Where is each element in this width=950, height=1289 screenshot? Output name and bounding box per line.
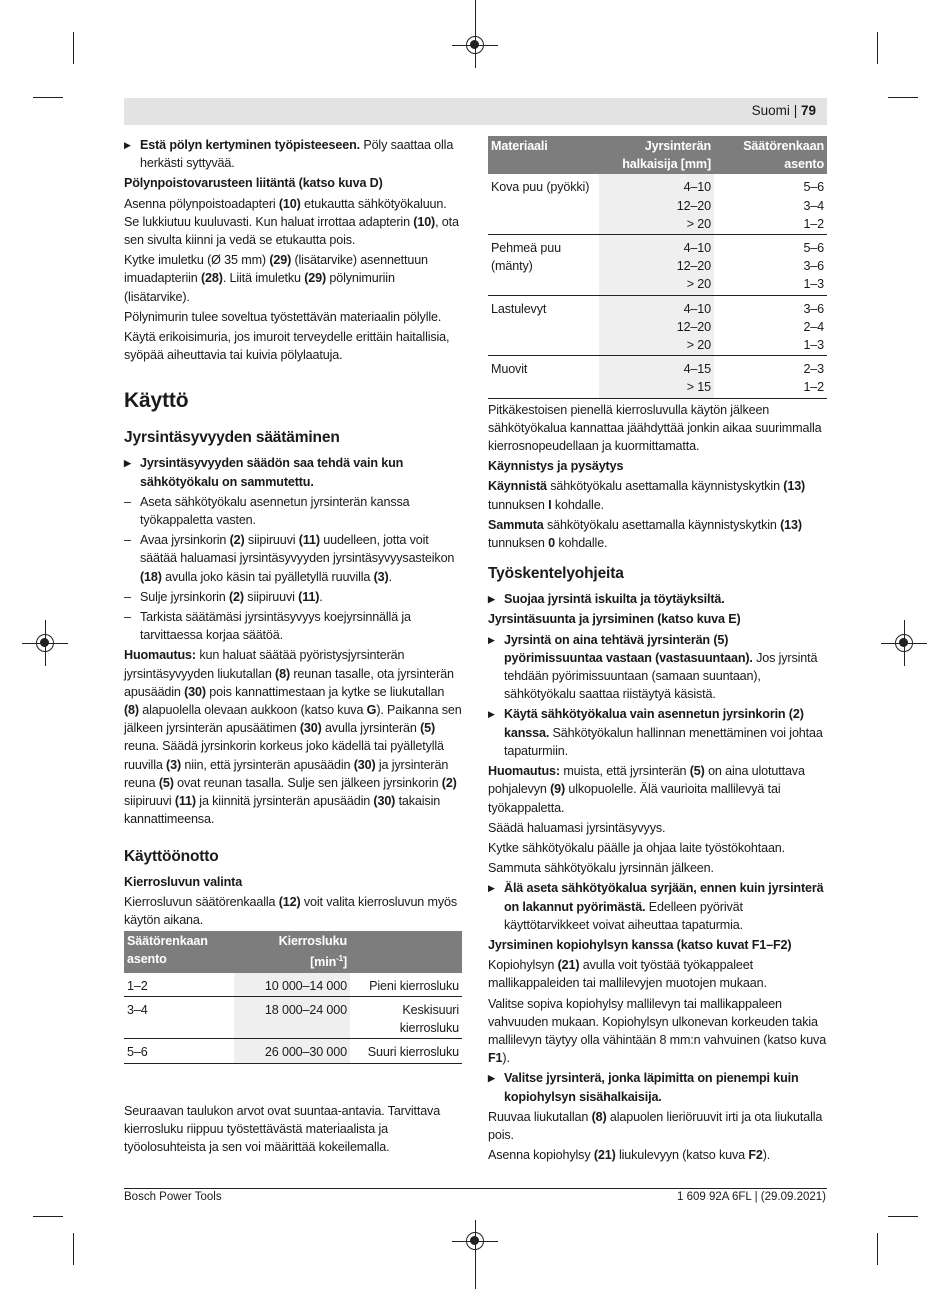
table-cell: 4–15 > 15 [599,356,714,398]
header-separator: | [793,103,798,118]
paragraph: Pölynimurin tulee soveltua työstettävän materiaalin pölylle. [124,309,442,324]
paragraph: Pitkäkestoisen pienellä kierrosluvulla käytön jälkeen sähkötyökalua kannattaa jäähdyttää jonkin aikaa suurimmalla kierrosnopeudellaan ja kuormittamatta. [488,402,822,454]
paragraph: Kierrosluvun säätörenkaalla (12) voit valita kierrosluvun myös käytön aikana. [124,894,457,927]
table-cell: 2–3 1–2 [714,356,827,398]
table-header-cell: Jyrsinterän halkaisija [mm] [599,136,714,174]
speed-heading: Kierrosluvun valinta [124,874,243,889]
paragraph: Käytä erikoisimuria, jos imuroit terveydelle erittäin haitallisia, syöpää aiheuttavia tai kuivia pölylaatuja. [124,330,450,363]
table-cell: Muovit [488,356,599,398]
table-header-cell: Säätörenkaan asento [714,136,827,174]
table-header-cell: Säätörenkaan asento [124,931,234,973]
table-header-cell [350,931,462,973]
onoff-heading: Käynnistys ja pysäytys [488,459,624,474]
page-number: 79 [800,103,816,118]
table-cell: 3–6 2–4 1–3 [714,295,827,356]
paragraph: Seuraavan taulukon arvot ovat suuntaa-antavia. Tarvittava kierrosluku riippuu työstettävästä materiaalista ja työolosuhteista ja sen voi määrittää kokeilemalla. [124,1103,441,1154]
registration-line [475,0,476,68]
table-header-cell: Kierrosluku $[\min^{-1}]$ [234,931,350,973]
right-column [488,136,827,1166]
table-row [488,174,827,234]
registration-mark-icon [36,634,54,652]
table-cell: 5–6 3–4 1–2 [714,174,827,234]
crop-mark [877,1233,878,1265]
subsection-heading-work: Työskentelyohjeita [488,565,624,583]
direction-bullet: ▶ Älä aseta sähkötyökalua syrjään, ennen kuin jyrsinterä on lakannut pyörimästä. Edelleen pyörivät käyttötarvikkeet voivat aiheuttaa tapaturmia. [488,879,827,934]
copy-bullet: ▶ Valitse jyrsinterä, jonka läpimitta on pienempi kuin kopiohylsyn sisähalkaisija. [488,1069,827,1105]
table-cell: 4–10 12–20 > 20 [599,174,714,234]
left-column [124,136,462,1158]
direction-bullet: ▶ Käytä sähkötyökalua vain asennetun jyrsinkorin (2) kanssa. Sähkötyökalun hallinnan menettäminen voi johtaa tapaturmiin. [488,705,827,760]
registration-mark-icon [895,634,913,652]
table-row [488,295,827,356]
paragraph: Sammuta sähkötyökalu jyrsinnän jälkeen. [488,861,714,876]
table-cell: 5–6 3–6 1–3 [714,235,827,296]
work-bullet: ▶ Suojaa jyrsintä iskuilta ja töytäyksiltä. [488,590,827,608]
crop-mark [888,97,918,98]
table-row [124,973,462,997]
section-heading-use: Käyttö [124,389,189,413]
crop-mark [877,32,878,64]
footer-right: 1 609 92A 6FL | (29.09.2021) [677,1191,826,1203]
table-cell: 26 000–30 000 [234,1039,350,1063]
table-cell: Lastulevyt [488,295,599,356]
paragraph: Kytke imuletku (Ø 35 mm) (29) (lisätarvike) asennettuun imuadapteriin (28). Liitä imuletku (29) pölynimuriin (lisätarvike). [124,253,428,304]
table-header-row [488,136,827,174]
table-header-row [124,931,462,973]
page-header [752,103,816,118]
subsection-heading-depth: Jyrsintäsyvyyden säätäminen [124,429,340,447]
material-table [488,136,827,399]
note-paragraph: Huomautus: muista, että jyrsinterän (5) on aina ulotuttava pohjalevyn (9) ulkopuolelle. Älä vaurioita mallilevyä tai työkappaletta. [488,764,805,815]
step-item: – Aseta sähkötyökalu asennetun jyrsinterän kanssa työkappaletta vasten. [124,493,462,529]
table-cell: 4–10 12–20 > 20 [599,235,714,296]
paragraph: Säädä haluamasi jyrsintäsyvyys. [488,820,666,835]
crop-mark [33,1216,63,1217]
paragraph: Kopiohylsyn (21) avulla voit työstää työkappaleet mallikappaleiden tai mallilevyjen muotojen mukaan. [488,958,767,991]
direction-heading: Jyrsintäsuunta ja jyrsiminen (katso kuva E) [488,612,741,627]
table-row [488,356,827,398]
table-cell: 10 000–14 000 [234,973,350,997]
table-header-cell: Materiaali [488,136,599,174]
depth-bullet: ▶ Jyrsintäsyvyyden säädön saa tehdä vain kun sähkötyökalu on sammutettu. [124,454,462,490]
table-cell: 3–4 [124,996,234,1038]
table-cell: Kova puu (pyökki) [488,174,599,234]
header-band [124,98,827,125]
note-paragraph: Huomautus: kun haluat säätää pyöristysjyrsinterän jyrsintäsyvyyden liukutallan (8) reunan tasalle, ota jyrsinterän apusäädin (30) pois kannattimestaan ja kytke se liukutallan (8) alapuolella olevaan aukkoon (katso kuva G). Paikanna sen jälkeen jyrsinterän apusäätimen (30) avulla jyrsinterän (5) reuna. Säädä jyrsinkorin korkeus joko kädellä tai pyälletyllä ruuvilla (3) niin, että jyrsinterän apusäädin (30) ja jyrsinterän reuna (5) ovat reunan tasalla. Sulje sen jälkeen jyrsinkorin (2) siipiruuvi (11) ja kiinnitä jyrsinterän apusäädin (30) takaisin kannattimeensa. [124,648,462,827]
paragraph: Sammuta sähkötyökalu asettamalla käynnistyskytkin (13) tunnuksen 0 kohdalle. [488,517,802,551]
table-cell: 5–6 [124,1039,234,1063]
step-item: – Tarkista säätämäsi jyrsintäsyvyys koejyrsinnällä ja tarvittaessa korjaa säätöä. [124,608,462,644]
crop-mark [33,97,63,98]
subsection-heading-startup: Käyttöönotto [124,847,219,865]
direction-bullet: ▶ Jyrsintä on aina tehtävä jyrsinterän (5) pyörimissuuntaa vastaan (vastasuuntaan). Jos jyrsintä tehdään pyörimissuuntaan (samaan suuntaan), sähkötyökalu saattaa riistäytyä käsistä. [488,631,827,704]
paragraph: Kytke sähkötyökalu päälle ja ohjaa laite työstökohtaan. [488,840,785,855]
header-section: Suomi [751,103,790,118]
footer-left: Bosch Power Tools [124,1191,222,1203]
safety-bullet: ▶ Estä pölyn kertyminen työpisteeseen. Pöly saattaa olla herkästi syttyvää. [124,136,462,172]
registration-line [475,1220,476,1289]
copy-heading: Jyrsiminen kopiohylsyn kanssa (katso kuvat F1–F2) [488,937,792,952]
paragraph: Käynnistä sähkötyökalu asettamalla käynnistyskytkin (13) tunnuksen I kohdalle. [488,479,806,512]
table-cell: Pehmeä puu (mänty) [488,235,599,296]
footer-rule [124,1188,827,1189]
table-row [124,1039,462,1063]
speed-table [124,931,462,1063]
table-cell: 18 000–24 000 [234,996,350,1038]
dust-heading: Pölynpoistovarusteen liitäntä (katso kuva D) [124,176,383,191]
paragraph: Ruuvaa liukutallan (8) alapuolen lieriöruuvit irti ja ota liukutalla pois. [488,1109,823,1142]
table-cell: Suuri kierrosluku [350,1039,462,1063]
paragraph: Asenna kopiohylsy (21) liukulevyyn (katso kuva F2). [488,1148,771,1163]
table-cell: 1–2 [124,973,234,997]
step-item: – Sulje jyrsinkorin (2) siipiruuvi (11). [124,588,462,606]
table-cell: 4–10 12–20 > 20 [599,295,714,356]
table-row [488,235,827,296]
table-cell: Pieni kierrosluku [350,973,462,997]
crop-mark [888,1216,918,1217]
step-item: – Avaa jyrsinkorin (2) siipiruuvi (11) uudelleen, jotta voit säätää haluamasi jyrsintäsyvyyden jyrsintäsyvyysasteikon (18) avulla joko käsin tai pyälletyllä ruuvilla (3). [124,531,462,586]
registration-mark-icon [466,1232,484,1250]
crop-mark [73,1233,74,1265]
registration-mark-icon [466,36,484,54]
crop-mark [73,32,74,64]
paragraph: Asenna pölynpoistoadapteri (10) etukautta sähkötyökaluun. Se lukkiutuu kuuluvasti. Kun haluat irrottaa adapterin (10), ota sen sivulta kiinni ja vedä se etukautta pois. [124,196,459,248]
table-row [124,996,462,1038]
table-cell: Keskisuuri kierrosluku [350,996,462,1038]
paragraph: Valitse sopiva kopiohylsy mallilevyn tai mallikappaleen vahvuuden mukaan. Kopiohylsyn ulkonevan korkeuden takia mallilevyn täytyy olla vähintään 8 mm:n vahvuinen (katso kuva F1). [488,996,827,1066]
